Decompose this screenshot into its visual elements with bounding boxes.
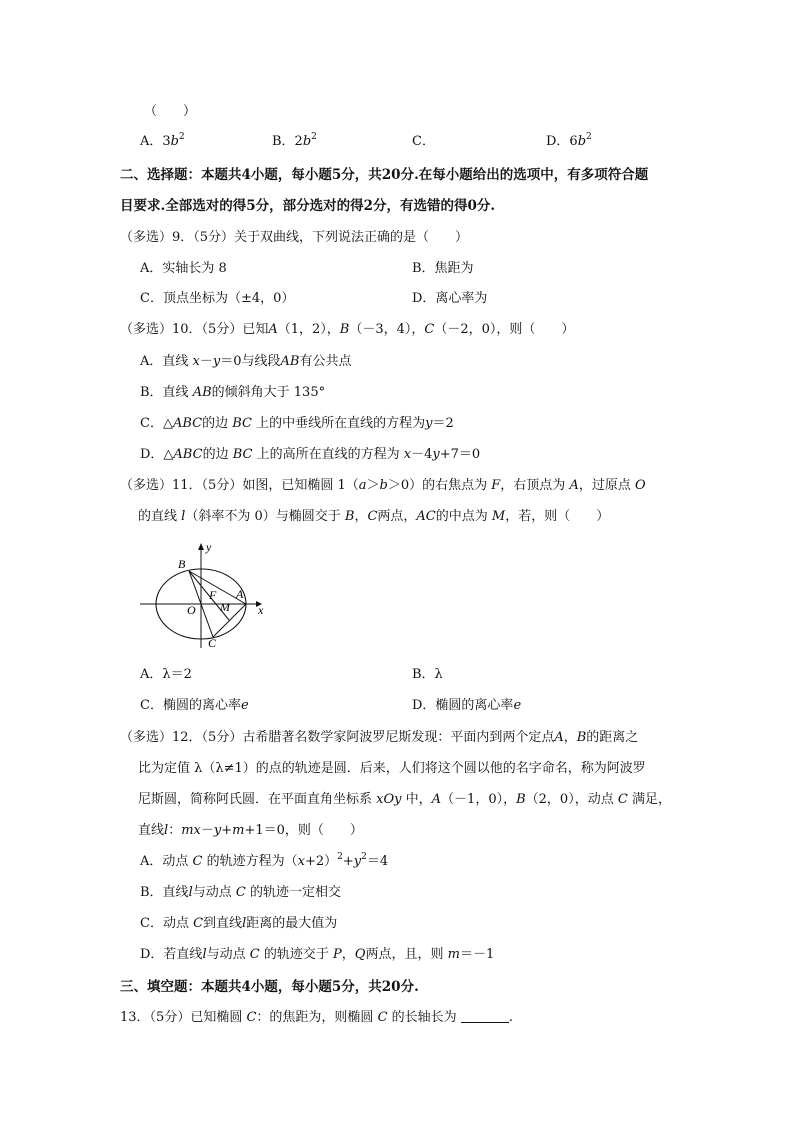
q10-option-b: B．直线 AB的倾斜角大于 135° [140,385,326,400]
q12-stem-line4: 直线l：mx－y+m+1＝0，则（ ） [138,823,363,838]
q8-option-a: A．$3b^2$ [140,132,185,149]
answer-blank[interactable] [461,1010,509,1023]
q8-paren: （ ） [144,104,197,119]
q12-option-b: B．直线l与动点 C 的轨迹一定相交 [140,885,341,900]
section3-heading: 三、填空题：本题共4小题，每小题5分，共20分. [120,979,419,995]
label-O: O [187,603,196,617]
label-M: M [220,600,230,614]
q10-option-a: A．直线 x－y＝0与线段AB有公共点 [140,354,352,369]
q9-option-d: D．离心率为 [412,291,488,306]
q11-stem-line2: 的直线 l（斜率不为 0）与椭圆交于 B，C两点，AC的中点为 M，若，则（ ） [138,509,610,524]
q11-option-c: C．椭圆的离心率e [140,698,249,713]
y-axis-arrow [198,543,204,550]
label-y: y [206,540,212,554]
q13-stem: 13．（5分）已知椭圆 C：的焦距为，则椭圆 C 的长轴长为 . [120,1010,513,1025]
label-F: F [209,588,217,602]
ellipse-diagram [138,540,268,650]
q12-stem-line2: 比为定值 λ（λ≠1）的点的轨迹是圆．后来，人们将这个圆以他的名字命名，称为阿波罗 [138,761,646,776]
q9-option-b: B．焦距为 [412,261,474,276]
q11-option-a: A．λ＝2 [140,667,192,682]
q12-option-c: C．动点 C到直线l距离的最大值为 [140,916,338,931]
q8-option-d: D．$6b^2$ [546,132,592,149]
section2-heading-line1: 二、选择题：本题共4小题，每小题5分，共20分.在每小题给出的选项中，有多项符合题 [120,167,649,183]
label-x: x [258,603,264,617]
q12-option-d: D．若直线l与动点 C 的轨迹交于 P，Q两点，且，则 m＝－1 [140,947,495,962]
label-C: C [208,636,217,650]
q8-option-c: C． [412,134,435,149]
q12-option-a: A．动点 C 的轨迹方程为$(x+2)^2+y^2=4$ [140,852,389,869]
q12-stem-line1: （多选）12．（5分）古希腊著名数学家阿波罗尼斯发现：平面内到两个定点A，B的距离之 [120,730,639,745]
q9-option-a: A．实轴长为 8 [140,261,227,276]
q9-stem: （多选）9．（5分）关于双曲线，下列说法正确的是（ ） [120,230,469,245]
q11-option-d: D．椭圆的离心率e [412,698,522,713]
q11-option-b: B．λ [412,667,443,682]
label-B: B [178,557,186,571]
q11-stem-line1: （多选）11．（5分）如图，已知椭圆 1（a＞b＞0）的右焦点为 F，右顶点为 A，过原点 O [120,478,646,493]
q9-option-c: C．顶点坐标为（±4，0） [140,291,295,306]
q8-option-b: B．$2b^2$ [272,132,317,149]
q10-option-c: C．△ABC的边 BC 上的中垂线所在直线的方程为y＝2 [140,416,454,431]
label-A: A [236,587,244,601]
q10-option-d: D．△ABC的边 BC 上的高所在直线的方程为 x－4y+7＝0 [140,447,481,462]
section2-heading-line2: 目要求.全部选对的得5分，部分选对的得2分，有选错的得0分. [120,198,496,214]
q12-stem-line3: 尼斯圆，简称阿氏圆．在平面直角坐标系 xOy 中，A（－1，0），B（2，0），动点 C 满足， [138,792,671,807]
q10-stem: （多选）10．（5分）已知A（1，2），B（－3，4），C（－2，0），则（ ） [120,322,575,337]
